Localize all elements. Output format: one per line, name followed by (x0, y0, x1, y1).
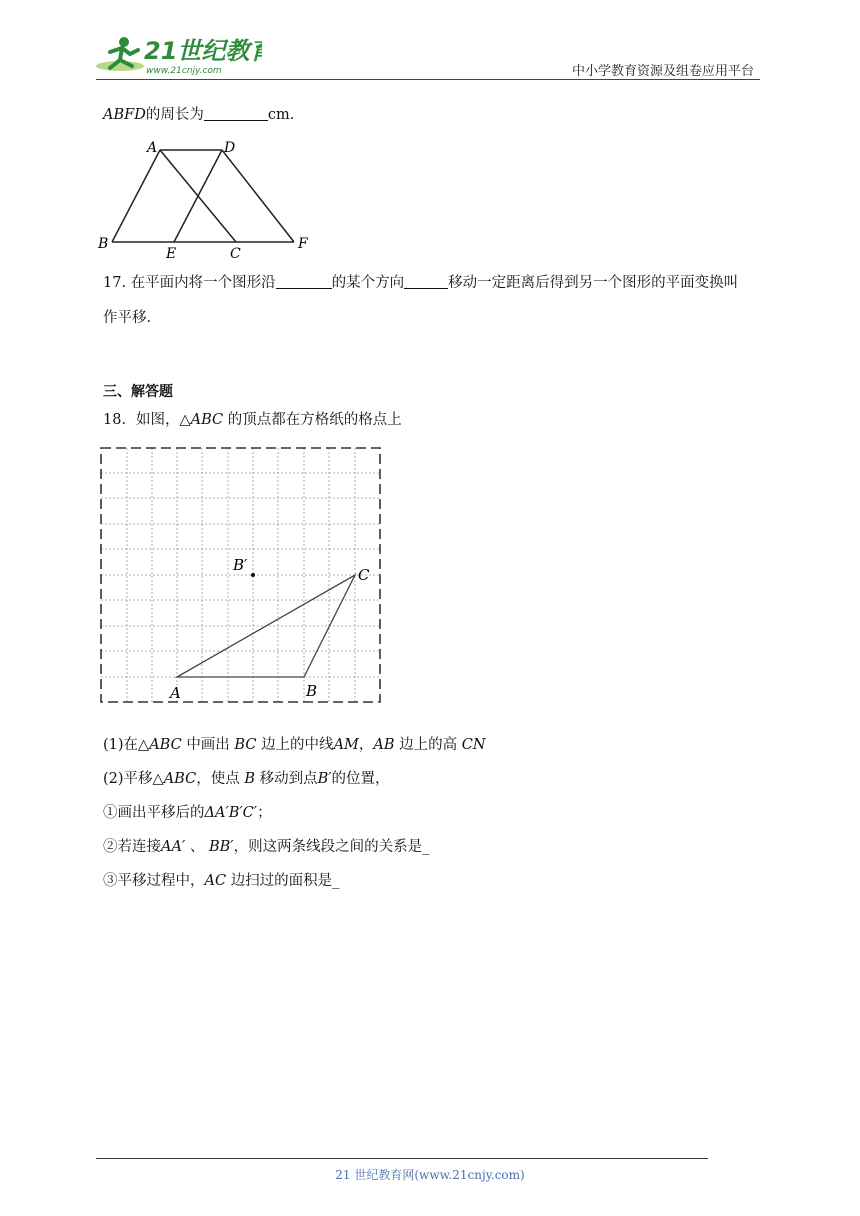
grid-label-C: C (358, 566, 370, 584)
header-divider (96, 79, 760, 80)
q18-text-1: 18．如图，△ (103, 412, 191, 428)
answer-blank (276, 274, 332, 289)
label-C: C (230, 246, 241, 262)
sub2c-text-2: 边扫过的面积是_ (230, 873, 340, 889)
site-name: 中小学教育资源及组卷应用平台 (571, 64, 754, 79)
unit: cm. (267, 107, 295, 123)
q16-tail (103, 104, 294, 126)
grid-label-A: A (170, 684, 181, 702)
footer-divider (96, 1158, 708, 1159)
q17-line2: 作平移. (103, 310, 152, 326)
q18-sub2c (103, 870, 339, 892)
logo-url: www.21cnjy.com (146, 66, 222, 76)
label-A: A (147, 140, 158, 156)
label-D: D (224, 140, 236, 156)
sub1-text-4: ， (358, 737, 374, 753)
site-logo (92, 32, 262, 78)
q18-sub2 (103, 768, 390, 790)
sub2-text-1: (2)平移△ (103, 771, 164, 787)
sub2b-aa: AA′ (161, 839, 186, 855)
q18-sub2b (103, 836, 429, 858)
sub1-ab: AB (373, 737, 395, 753)
sub2b-text-1: ②若连接 (103, 839, 161, 855)
sub1-text-5: 边上的高 (399, 737, 458, 753)
figure-parallelogram (94, 136, 324, 264)
sub1-text-1: (1)在△ (103, 737, 150, 753)
q17-line1 (103, 272, 738, 294)
sub1-abc: ABC (149, 737, 182, 753)
sub2a-triangle: ΔA′B′C′ (204, 805, 258, 821)
q18-sub2a (103, 802, 272, 824)
sub1-bc: BC (234, 737, 257, 753)
sub2-text-4: 的位置， (331, 771, 390, 787)
sub1-am: AM (333, 737, 359, 753)
sub2-text-2: ，使点 (196, 771, 240, 787)
answer-blank (404, 274, 448, 289)
label-F: F (298, 236, 308, 252)
sub1-text-2: 中画出 (186, 737, 230, 753)
sub2-b: B (244, 771, 255, 787)
sub2b-text-2: 、 (189, 839, 205, 855)
label-E: E (166, 246, 177, 262)
sub2a-text-2: ； (257, 805, 272, 821)
label-B: B (98, 236, 109, 252)
sub2-text-3: 移动到点 (259, 771, 318, 787)
q16-text: 的周长为 (145, 107, 204, 123)
triangle-name: ABC (190, 412, 224, 428)
triangle-ABC (177, 575, 355, 677)
sub2-b-prime: B′ (317, 771, 332, 787)
sub2c-text-1: ③平移过程中， (103, 873, 205, 889)
grid-label-B-prime: B′ (233, 556, 248, 574)
q18-text-2: 的顶点都在方格纸的格点上 (227, 412, 402, 428)
grid-figure (92, 440, 392, 710)
q17-text-2: 的某个方向 (331, 275, 405, 291)
section-title: 三、解答题 (103, 384, 173, 400)
sub2b-bb: BB′ (208, 839, 234, 855)
point-B-prime (251, 573, 255, 577)
sub2a-text-1: ①画出平移后的 (103, 805, 205, 821)
q18-sub1 (103, 734, 486, 756)
sub2b-text-3: ，则这两条线段之间的关系是_ (233, 839, 430, 855)
q18-stem (103, 409, 402, 431)
grid-label-B: B (306, 682, 318, 700)
sub1-cn: CN (461, 737, 486, 753)
runner-logo-icon (92, 32, 262, 78)
shape-name: ABFD (103, 107, 146, 123)
q17-text-1: 17. 在平面内将一个图形沿 (103, 275, 276, 291)
sub2c-ac: AC (204, 873, 227, 889)
logo-text: 21世纪教育 (144, 37, 262, 65)
footer-link[interactable]: 21 世纪教育网(www.21cnjy.com) (335, 1168, 525, 1182)
q17-text-3: 移动一定距离后得到另一个图形的平面变换叫 (448, 275, 739, 291)
sub2-abc: ABC (163, 771, 197, 787)
sub1-text-3: 边上的中线 (261, 737, 334, 753)
grid-lines (101, 448, 380, 702)
answer-blank (204, 106, 268, 121)
